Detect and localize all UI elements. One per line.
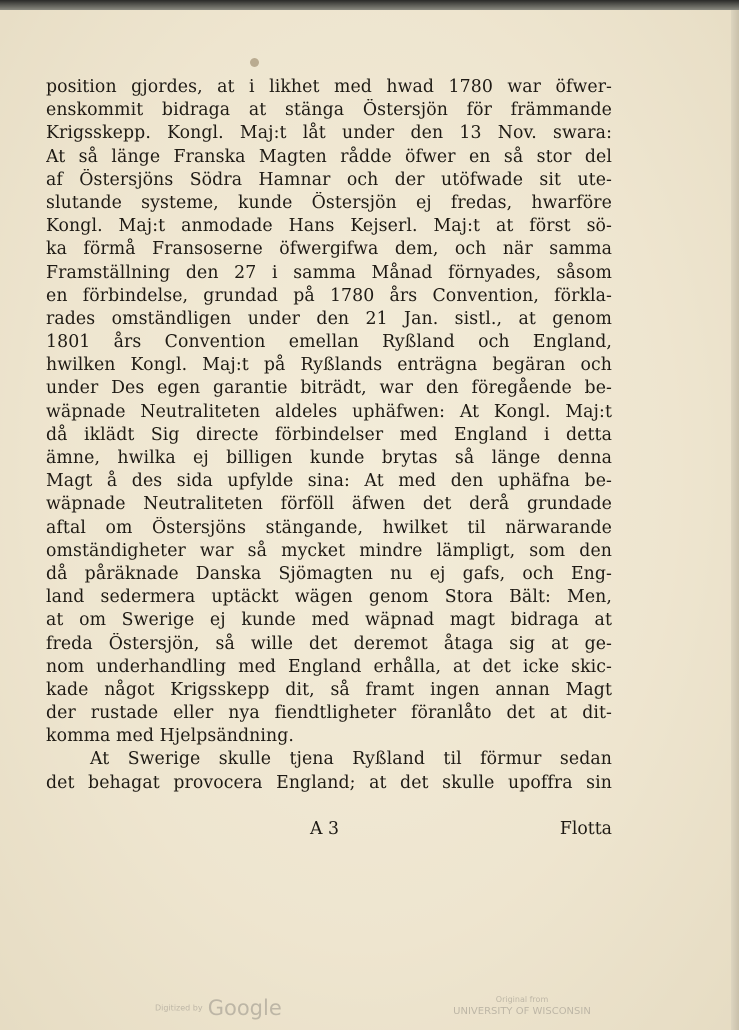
page-text [46, 76, 612, 795]
original-from-label: Original from [495, 995, 549, 1004]
text-line: freda Östersjön, så wille det deremot åtaga sig at ge- [46, 633, 612, 654]
text-line: kade något Krigsskepp dit, så framt ingen annan Magt [46, 679, 612, 700]
google-watermark [155, 996, 282, 1020]
signature-mark: A 3 [310, 819, 339, 839]
text-line: ka förmå Fransoserne öfwergifwa dem, och när samma [46, 239, 612, 260]
text-line: hwilken Kongl. Maj:t på Ryßlands enträgna begäran och [46, 355, 612, 376]
text-line: omständigheter war så mycket mindre lämpligt, som den [46, 540, 612, 561]
text-line: at om Swerige ej kunde med wäpnad magt bidraga at [46, 610, 612, 631]
google-logo: Google [207, 996, 282, 1020]
scan-right-edge [731, 10, 739, 1030]
text-line: position gjordes, at i likhet med hwad 1780 war öfwer- [46, 77, 612, 97]
text-line: land sedermera uptäckt wägen genom Stora Bält: Men, [46, 587, 612, 608]
library-watermark [447, 994, 597, 1018]
text-line: under Des egen garantie biträdt, war den föregående be- [46, 378, 612, 399]
text-line: af Östersjöns Södra Hamnar och der utöfwade sit ute- [46, 169, 612, 190]
text-line: wäpnade Neutraliteten förföll äfwen det derå grundade [46, 494, 612, 515]
text-line: der rustade eller nya fiendtligheter föranlåto det at dit- [46, 703, 612, 724]
text-line: At så länge Franska Magten rådde öfwer en så stor del [46, 146, 612, 167]
text-line: Krigsskepp. Kongl. Maj:t låt under den 13 Nov. swara: [46, 123, 612, 144]
university-name: UNIVERSITY OF WISCONSIN [453, 1006, 591, 1017]
text-line: Framställning den 27 i samma Månad förnyades, såsom [46, 262, 612, 283]
text-line: slutande systeme, kunde Östersjön ej fredas, hwarföre [46, 192, 612, 213]
text-line: då påräknade Danska Sjömagten nu ej gafs, och Eng- [46, 563, 612, 584]
text-line: det behagat provocera England; at det skulle upoffra sin [46, 772, 612, 793]
catchword: Flotta [559, 819, 612, 839]
ink-spot [250, 58, 259, 67]
text-line: aftal om Östersjöns stängande, hwilket til närwarande [46, 517, 612, 538]
text-line: då iklädt Sig directe förbindelser med England i detta [46, 424, 612, 445]
text-line: 1801 års Convention emellan Ryßland och England, [46, 332, 612, 353]
text-line: rades omständligen under den 21 Jan. sistl., at genom [46, 308, 612, 329]
digitized-by-label: Digitized by [155, 1003, 203, 1013]
text-line: wäpnade Neutraliteten aldeles uphäfwen: At Kongl. Maj:t [46, 401, 612, 422]
text-line: Magt å des sida upfylde sina: At med den uphäfna be- [46, 471, 612, 492]
text-line: en förbindelse, grundad på 1780 års Convention, förkla- [46, 285, 612, 306]
scan-top-edge [0, 0, 739, 10]
text-line: nom underhandling med England erhålla, at det icke skic- [46, 656, 612, 677]
text-line: At Swerige skulle tjena Ryßland til förmur sedan [90, 749, 612, 770]
text-line: ämne, hwilka ej billigen kunde brytas så länge denna [46, 448, 612, 468]
text-line: enskommit bidraga at stänga Östersjön för främmande [46, 100, 612, 121]
text-line: Kongl. Maj:t anmodade Hans Kejserl. Maj:t at först sö- [46, 216, 612, 237]
text-line: komma med Hjelpsändning. [46, 726, 294, 747]
page-footer [46, 817, 612, 841]
